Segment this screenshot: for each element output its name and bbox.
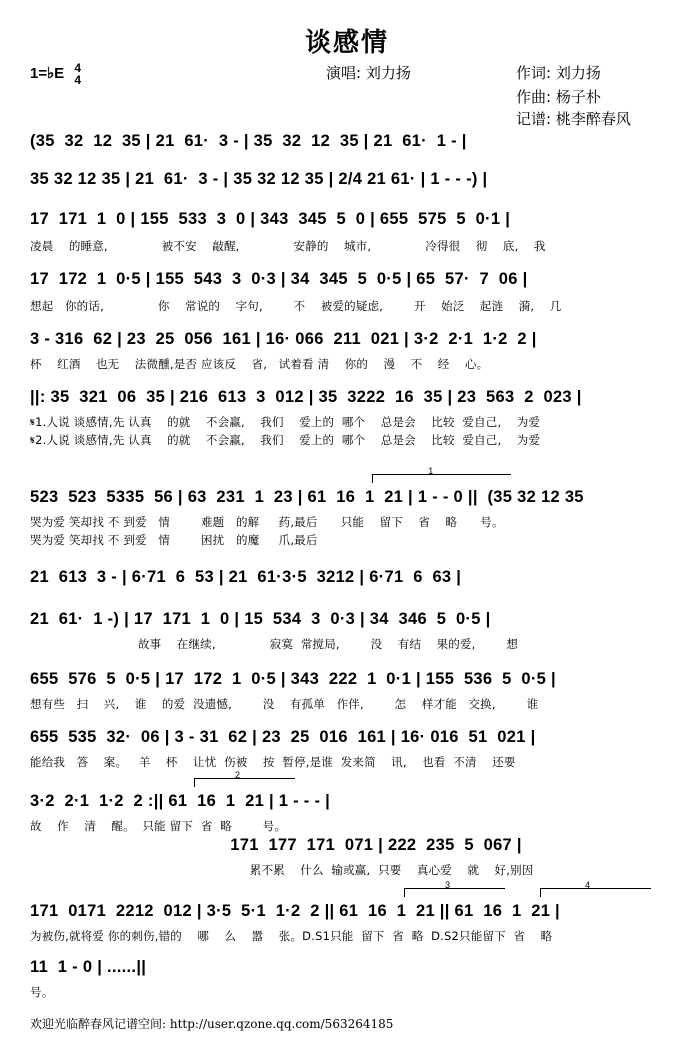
- lyric-row-11: 能给我 答 案。 羊 杯 让忧 伤被 按 暂停,是谁 发来简 讯, 也看 不清 还要: [30, 755, 516, 769]
- time-signature-bottom: 4: [74, 73, 82, 87]
- time-signature-top: 4: [74, 61, 82, 75]
- key-label: 1=♭E: [30, 64, 65, 82]
- key-signature: [30, 62, 81, 86]
- score-row-5: 3 - 316 62 | 23 25 056 161 | 16· 066 211 021 | 3·2 2·1 1·2 2 |: [30, 330, 537, 348]
- lyric-row-15: 号。: [30, 985, 54, 999]
- score-row-9: 21 61· 1 -) | 17 171 1 0 | 15 534 3 0·3 | 34 346 5 0·5 |: [30, 610, 491, 628]
- score-row-1: (35 32 12 35 | 21 61· 3 - | 35 32 12 35 | 21 61· 1 - |: [30, 132, 467, 150]
- score-row-10: 655 576 5 0·5 | 17 172 1 0·5 | 343 222 1 0·1 | 155 536 5 0·5 |: [30, 670, 556, 688]
- score-row-15: 11 1 - 0 | ......||: [30, 958, 147, 976]
- score-row-14: 171 0171 2212 012 | 3·5 5·1 1·2 2 || 61 16 1 21 || 61 16 1 21 |: [30, 902, 560, 920]
- lyric-row-6a: 𝄋1.人说 谈感情,先 认真 的就 不会赢, 我们 爱上的 哪个 总是会 比较 爱自己, 为爱: [30, 415, 541, 429]
- score-row-6: ||: 35 321 06 35 | 216 613 3 012 | 35 3222 16 35 | 23 563 2 023 |: [30, 388, 582, 406]
- footer-credit: 欢迎光临醉春风记谱空间: http://user.qzone.qq.com/563264185: [30, 1017, 394, 1031]
- transcriber-credit: 记谱: 桃李醉春风: [516, 110, 631, 128]
- score-row-11: 655 535 32· 06 | 3 - 31 62 | 23 25 016 161 | 16· 016 51 021 |: [30, 728, 536, 746]
- lyric-row-10: 想有些 扫 兴, 谁 的爱 没遗憾, 没 有孤单 作伴, 怎 样才能 交换, 谁: [30, 697, 539, 711]
- score-row-13: 171 177 171 071 | 222 235 5 067 |: [30, 836, 522, 854]
- lyric-row-3: 凌晨 的睡意, 被不安 敲醒, 安静的 城市, 冷得很 彻 底, 我: [30, 239, 546, 253]
- score-row-4: 17 172 1 0·5 | 155 543 3 0·3 | 34 345 5 0·5 | 65 57· 7 06 |: [30, 270, 528, 288]
- lyric-row-7b: 哭为爱 笑却找 不 到爱 情 困扰 的魔 爪,最后: [30, 533, 318, 547]
- volta-bracket-4: 4: [540, 888, 651, 897]
- volta-bracket-3: 3: [404, 888, 505, 897]
- score-row-3: 17 171 1 0 | 155 533 3 0 | 343 345 5 0 | 655 575 5 0·1 |: [30, 210, 511, 228]
- lyricist-credit: 作词: 刘力扬: [516, 64, 601, 82]
- time-signature: [74, 62, 81, 86]
- lyric-row-13: 累不累 什么 输或赢, 只要 真心爱 就 好,别因: [30, 863, 534, 877]
- score-row-7: 523 523 5335 56 | 63 231 1 23 | 61 16 1 21 | 1 - - 0 || (35 32 12 35: [30, 488, 584, 506]
- lyric-row-14: 为被伤,就将爱 你的刺伤,错的 哪 么 嚣 张。D.S1只能 留下 省 略 D.S2只能留下 省 略: [30, 929, 553, 943]
- score-row-2: 35 32 12 35 | 21 61· 3 - | 35 32 12 35 | 2/4 21 61· | 1 - - -) |: [30, 170, 488, 188]
- score-row-12: 3·2 2·1 1·2 2 :|| 61 16 1 21 | 1 - - - |: [30, 792, 331, 810]
- composer-credit: 作曲: 杨子朴: [516, 88, 601, 106]
- volta-bracket-1: 1: [372, 474, 511, 483]
- lyric-row-9: 故事 在继续, 寂寞 常搅局, 没 有结 果的爱, 想: [30, 637, 519, 651]
- volta-bracket-2: 2: [194, 778, 295, 787]
- singer-credit: 演唱: 刘力扬: [326, 64, 411, 82]
- lyric-row-7a: 哭为爱 笑却找 不 到爱 情 难题 的解 药,最后 只能 留下 省 略 号。: [30, 515, 504, 529]
- score-row-8: 21 613 3 - | 6·71 6 53 | 21 61·3·5 3212 | 6·71 6 63 |: [30, 568, 462, 586]
- lyric-row-4: 想起 你的话, 你 常说的 字句, 不 被爱的疑虑, 开 始泛 起涟 漪, 几: [30, 299, 562, 313]
- lyric-row-6b: 𝄋2.人说 谈感情,先 认真 的就 不会赢, 我们 爱上的 哪个 总是会 比较 爱自己, 为爱: [30, 433, 541, 447]
- lyric-row-5: 杯 红酒 也无 法微醺,是否 应该反 省, 试着看 清 你的 漫 不 经 心。: [30, 357, 489, 371]
- song-title: 谈感情: [304, 28, 389, 58]
- lyric-row-12: 故 作 清 醒。 只能 留下 省 略 号。: [30, 819, 287, 833]
